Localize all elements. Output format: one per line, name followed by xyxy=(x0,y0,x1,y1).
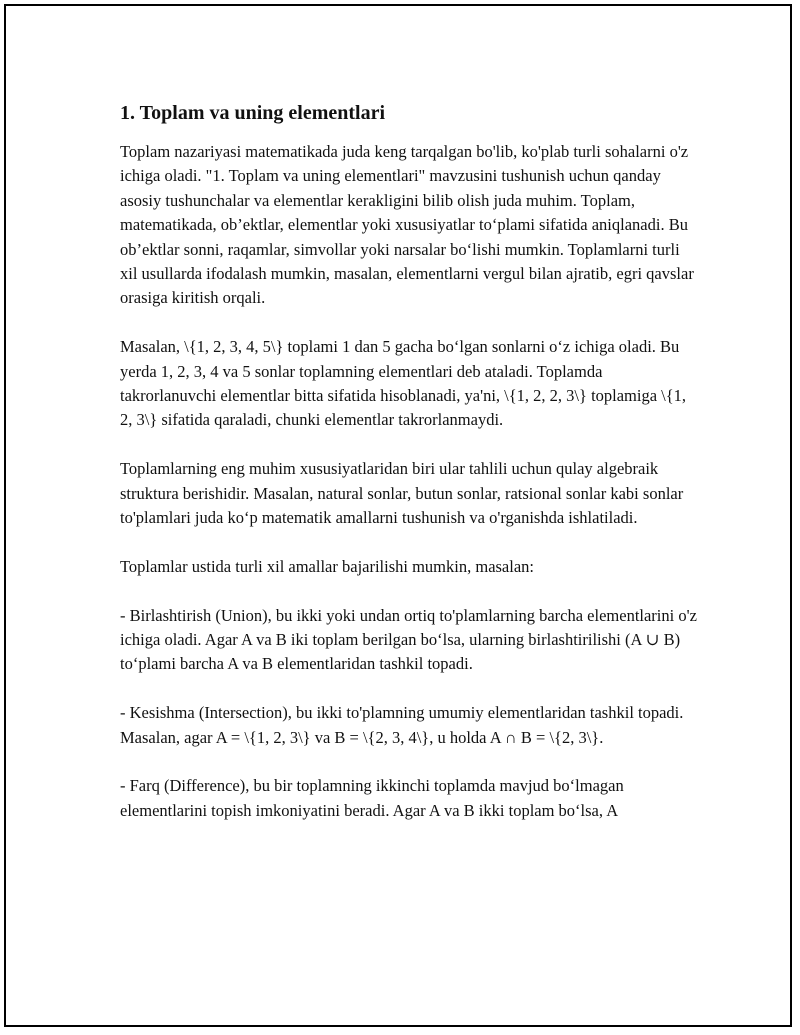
paragraph-union: - Birlashtirish (Union), bu ikki yoki undan ortiq to'plamlarning barcha elementlarini o'z ichiga oladi. Agar A va B iki toplam berilgan bo‘lsa, ularning birlashtirilishi (A ∪ B) to‘plami barcha A va B elementlaridan tashkil topadi. xyxy=(120,605,697,674)
paragraph-example: Masalan, \{1, 2, 3, 4, 5\} toplami 1 dan 5 gacha bo‘lgan sonlarni o‘z ichiga oladi. Bu yerda 1, 2, 3, 4 va 5 sonlar toplamning elementlari deb ataladi. Toplamda takrorlanuvchi elementlar bitta sifatida hisoblanadi, ya'ni, \{1, 2, 2, 3\} toplamiga \{1, 2, 3\} sifatida qaraladi, chunki elementlar takrorlanmaydi. xyxy=(120,337,687,430)
paragraph-difference: - Farq (Difference), bu bir toplamning ikkinchi toplamda mavjud bo‘lmagan elementlarini topish imkoniyatini beradi. Agar A va B ikki toplam bo‘lsa, A xyxy=(120,776,624,820)
paragraph-intro: Toplam nazariyasi matematikada juda keng tarqalgan bo'lib, ko'plab turli sohalarni o'z ichiga oladi. "1. Toplam va uning elementlari" mavzusini tushunish uchun qanday asosiy tushunchalar va elementlar kerakligini bilib olish juda muhim. Toplam, matematikada, ob’ektlar, elementlar yoki xususiyatlar to‘plami sifatida aniqlanadi. Bu ob’ektlar sonni, raqamlar, simvollar yoki narsalar bo‘lishi mumkin. Toplamlarni turli xil usullarda ifodalash mumkin, masalan, elementlarni vergul bilan ajratib, egri qavslar orasiga kiritish orqali. xyxy=(120,142,694,308)
paragraph-operations-intro: Toplamlar ustida turli xil amallar bajarilishi mumkin, masalan: xyxy=(120,556,534,576)
paragraph-properties: Toplamlarning eng muhim xususiyatlaridan biri ular tahlili uchun qulay algebraik struktura berishidir. Masalan, natural sonlar, butun sonlar, ratsional sonlar kabi sonlar to'plamlari juda ko‘p matematik amallarni tushunish va o'rganishda ishlatiladi. xyxy=(120,459,684,528)
document-page xyxy=(4,4,792,1027)
document-content xyxy=(120,100,700,848)
section-heading: 1. Toplam va uning elementlari xyxy=(120,102,386,124)
paragraph-intersection: - Kesishma (Intersection), bu ikki to'plamning umumiy elementlaridan tashkil topadi. Masalan, agar A = \{1, 2, 3\} va B = \{2, 3, 4\}, u holda A ∩ B = \{2, 3\}. xyxy=(120,703,684,747)
